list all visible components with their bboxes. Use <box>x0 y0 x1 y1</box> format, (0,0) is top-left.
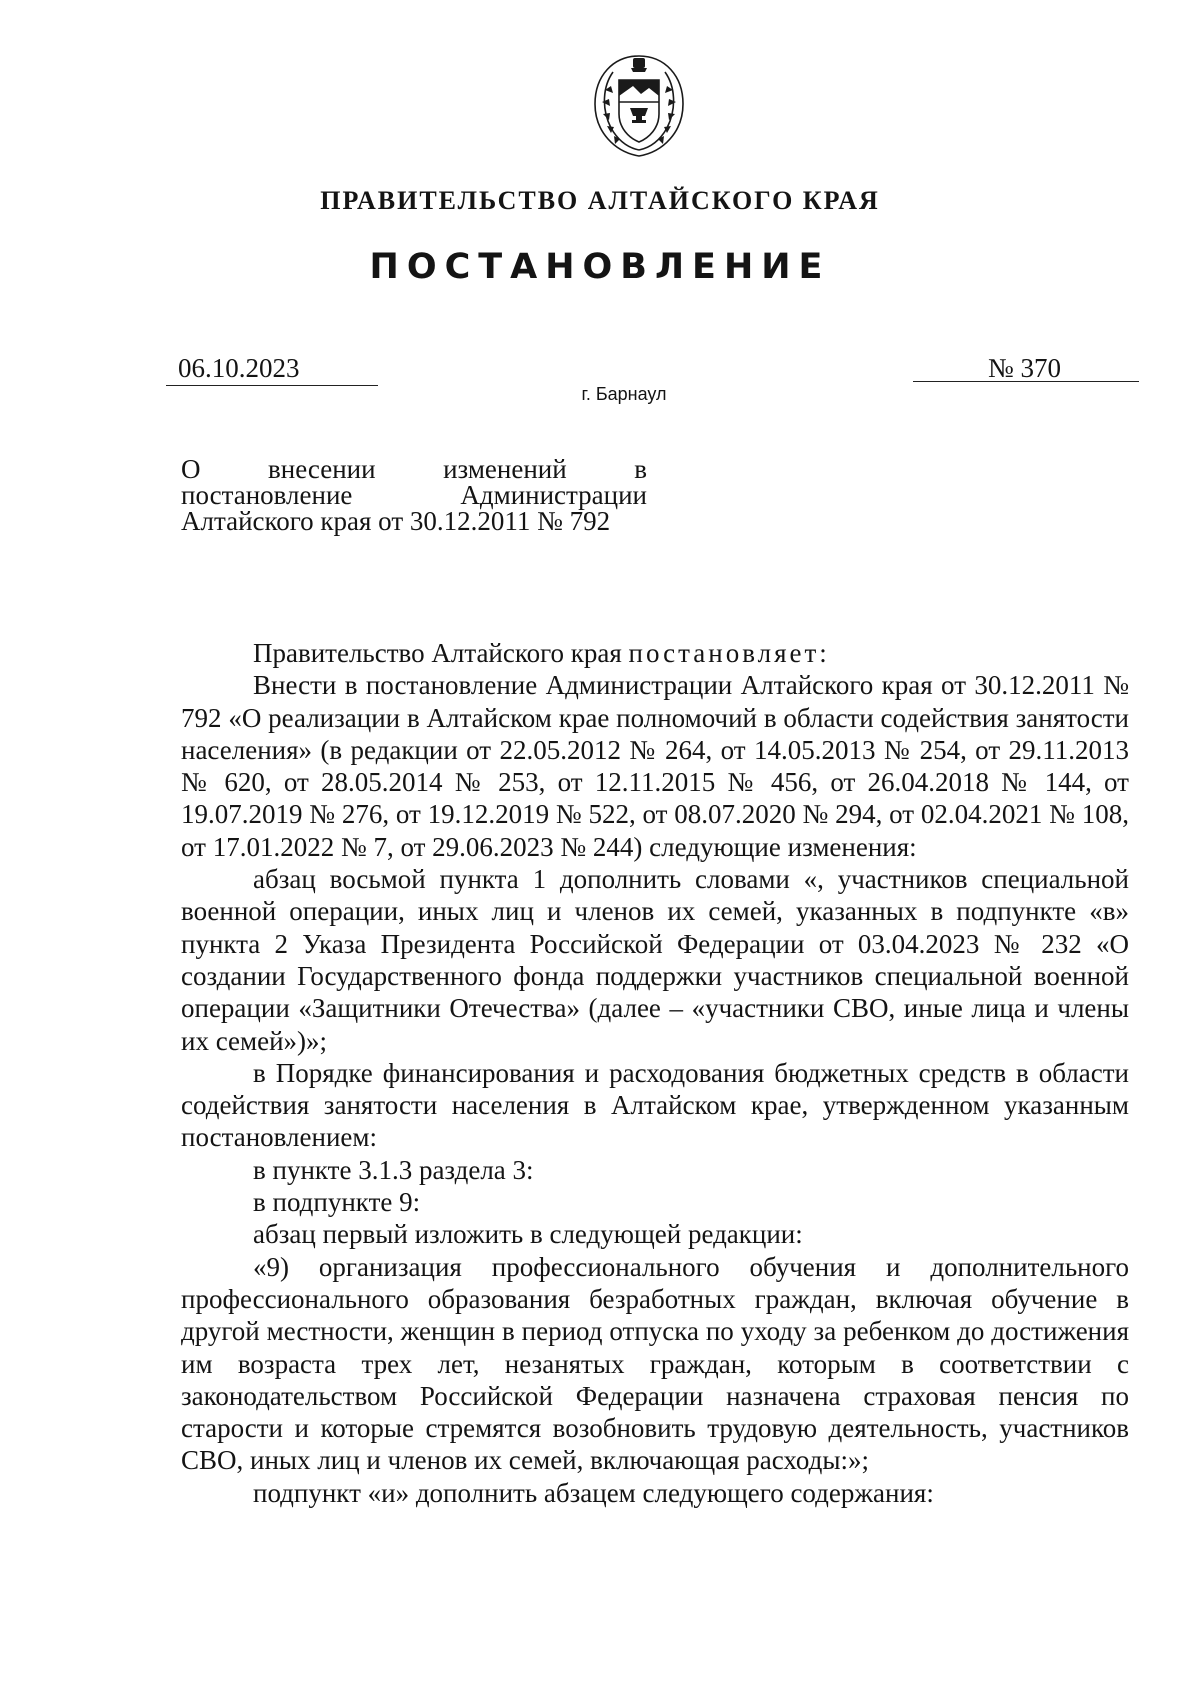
paragraph-subpoint-i: подпункт «и» дополнить абзацем следующего содержания: <box>253 1477 934 1508</box>
coat-of-arms-icon <box>583 50 695 162</box>
paragraph-subpoint-9: в подпункте 9: <box>253 1187 421 1218</box>
paragraph-first-abzac: абзац первый изложить в следующей редакции: <box>253 1219 803 1250</box>
enacting-clause-colon: : <box>819 638 827 668</box>
document-date: 06.10.2023 <box>178 353 300 383</box>
document-subject <box>181 456 647 534</box>
subject-line-3: Алтайского края от 30.12.2011 № 792 <box>181 506 611 536</box>
paragraph-point-3-1-3: в пункте 3.1.3 раздела 3: <box>253 1154 534 1185</box>
subject-line-1: О внесении изменений в <box>181 454 647 484</box>
enacting-clause <box>181 637 1129 669</box>
paragraph-amendment-intro: Внести в постановление Администрации Алтайского края от 30.12.2011 № 792 «О реализации в Алтайском крае полномочий в области содействия занятости населения» (в редакции от 22.05.2012 № 264, от 14.05.2013 № 254, от 29.11.2013 № 620, от 28.05.2014 № 253, от 12.11.2015 № 456, от 26.04.2018 № 144, от 19.07.2019 № 276, от 19.12.2019 № 522, от 08.07.2020 № 294, от 02.04.2021 № 108, от 17.01.2022 № 7, от 29.06.2023 № 244) следующие изменения: <box>181 670 1129 862</box>
government-title: ПРАВИТЕЛЬСТВО АЛТАЙСКОГО КРАЯ <box>320 186 880 215</box>
enacting-clause-verb: постановляет <box>628 638 820 668</box>
document-type-heading: ПОСТАНОВЛЕНИЕ <box>369 247 831 287</box>
paragraph-point-1-addition: абзац восьмой пункта 1 дополнить словами «, участников специальной военной операции, иных лиц и членов их семей, указанных в подпункте «в» пункта 2 Указа Президента Российской Федерации от 03.04.2023 № 232 «О создании Государственного фонда поддержки участников специальной военной операции «Защитники Отечества» (далее – «участники СВО, иные лица и члены их семей»)»; <box>181 864 1129 1056</box>
city-name: г. Барнаул <box>581 384 667 404</box>
enacting-clause-lead: Правительство Алтайского края <box>253 638 629 668</box>
number-underline <box>913 381 1139 382</box>
paragraph-procedure: в Порядке финансирования и расходования бюджетных средств в области содействия занятости населения в Алтайском крае, утвержденном указанным постановлением: <box>181 1057 1129 1153</box>
document-body <box>181 637 1129 1509</box>
document-number: № 370 <box>988 353 1062 383</box>
paragraph-new-wording: «9) организация профессионального обучения и дополнительного профессионального образования безработных граждан, включая обучение в другой местности, женщин в период отпуска по уходу за ребенком до достижения им возраста трех лет, незанятых граждан, которым в соответствии с законодательством Российской Федерации назначена страховая пенсия по старости и которые стремятся возобновить трудовую деятельность, участников СВО, иных лиц и членов их семей, включающая расходы:»; <box>181 1251 1129 1476</box>
subject-line-2: постановление Администрации <box>181 480 647 510</box>
